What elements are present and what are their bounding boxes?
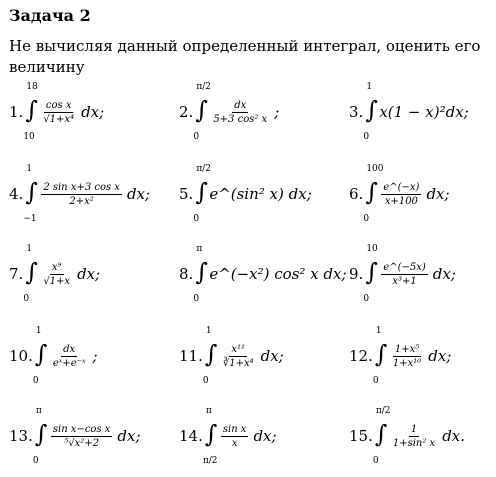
integrand-fraction: $\frac{\text{sin x−cos x}}{\text{⁵√x²+2}}$ — [52, 423, 111, 449]
integral-sign: 18 ∫ 10 — [23, 82, 38, 142]
problem-8 — [179, 244, 347, 304]
integral-sign: π/2 ∫ 0 — [193, 164, 211, 224]
integrand-fraction: $\frac{dx}{\text{eˣ+e⁻ˣ}}$ — [52, 343, 86, 369]
integrand-fraction: $\frac{\text{2 sin x+3 cos x}}{\text{2+x²}}$ — [43, 181, 120, 207]
integrand-tail: dx; — [126, 185, 151, 203]
integral-sign: π/2 ∫ 0 — [372, 406, 391, 466]
integrand-tail: dx; — [81, 103, 105, 121]
problem-number: 5. — [179, 185, 194, 203]
problem-number: 1. — [9, 103, 24, 121]
problem-number: 11. — [179, 347, 203, 365]
problem-number: 13. — [9, 427, 33, 445]
problem-15 — [349, 406, 465, 466]
integrand-tail: ; — [274, 103, 280, 121]
page-title: Задача 2 — [9, 6, 91, 25]
problem-12 — [349, 326, 451, 386]
problem-10 — [9, 326, 98, 386]
problem-6 — [349, 164, 450, 224]
problem-4 — [9, 164, 150, 224]
problem-11 — [179, 326, 284, 386]
task-description: Не вычисляя данный определенный интеграл, оценить его величину — [9, 37, 481, 76]
integral-sign: π ∫ 0 — [32, 406, 48, 466]
integrand-tail: dx; — [432, 265, 456, 283]
integrand-tail: dx; — [260, 347, 284, 365]
integrand-fraction: $\frac{\text{x¹¹}}{\text{∛1+x⁴}}$ — [222, 343, 254, 369]
integral-sign: 1 ∫ 0 — [363, 82, 378, 142]
integrand-fraction: $\frac{dx}{\text{5+3 cos² x}}$ — [213, 99, 268, 125]
integral-sign: 100 ∫ 0 — [363, 164, 384, 224]
problem-13 — [9, 406, 141, 466]
integrand-tail: dx; — [253, 427, 277, 445]
problem-number: 3. — [349, 103, 364, 121]
integral-sign: π/2 ∫ 0 — [193, 82, 211, 142]
integrand-fraction: $\frac{\text{1+x⁵}}{\text{1+x¹⁰}}$ — [392, 343, 422, 369]
integrand-tail: dx; — [117, 427, 141, 445]
problem-number: 12. — [349, 347, 373, 365]
problem-number: 10. — [9, 347, 33, 365]
integral-sign: 1 ∫ 0 — [372, 326, 388, 386]
problem-number: 14. — [179, 427, 203, 445]
problem-5 — [179, 164, 312, 224]
integrand-tail: dx; — [426, 185, 450, 203]
integral-sign: 10 ∫ 0 — [363, 244, 378, 304]
integrand-fraction: $\frac{e\^{}(-x)}{x+100}$ — [383, 181, 420, 207]
problem-7 — [9, 244, 100, 304]
integrand-fraction: $\frac{\text{sin x}}{x}$ — [222, 423, 247, 449]
integral-sign: 1 ∫ 0 — [202, 326, 218, 386]
problem-number: 7. — [9, 265, 24, 283]
problem-number: 4. — [9, 185, 24, 203]
problem-3 — [349, 82, 469, 142]
problem-9 — [349, 244, 456, 304]
integral-sign: 1 ∫ 0 — [23, 244, 38, 304]
integral-sign: π ∫ π/2 — [202, 406, 218, 466]
integrand-tail: dx. — [442, 427, 466, 445]
integrand-fraction: $\frac{1}{\text{1+sin² x}}$ — [392, 423, 436, 449]
integrand-tail: dx; — [428, 347, 452, 365]
integral-sign: π ∫ 0 — [193, 244, 208, 304]
integrand-expression: x(1 − x)²dx; — [379, 103, 469, 121]
integral-sign: 1 ∫ −1 — [23, 164, 38, 224]
problem-number: 6. — [349, 185, 364, 203]
integrand-fraction: $\frac{\text{cos x}}{\text{√1+x⁴}}$ — [43, 99, 75, 125]
problem-14 — [179, 406, 277, 466]
integrand-expression: e^(sin² x) dx; — [209, 185, 312, 203]
integrand-tail: ; — [92, 347, 98, 365]
problem-number: 9. — [349, 265, 364, 283]
problem-number: 8. — [179, 265, 194, 283]
integral-sign: 1 ∫ 0 — [32, 326, 48, 386]
problem-number: 15. — [349, 427, 373, 445]
integrand-fraction: $\frac{e\^{}(-5x)}{\text{x³+1}}$ — [383, 261, 426, 287]
problem-1 — [9, 82, 104, 142]
integrand-tail: dx; — [77, 265, 101, 283]
integrand-expression: e^(−x²) cos² x dx; — [209, 265, 347, 283]
integrand-fraction: $\frac{\text{x⁹}}{√1+x}$ — [43, 261, 71, 287]
problem-2 — [179, 82, 279, 142]
problem-number: 2. — [179, 103, 194, 121]
